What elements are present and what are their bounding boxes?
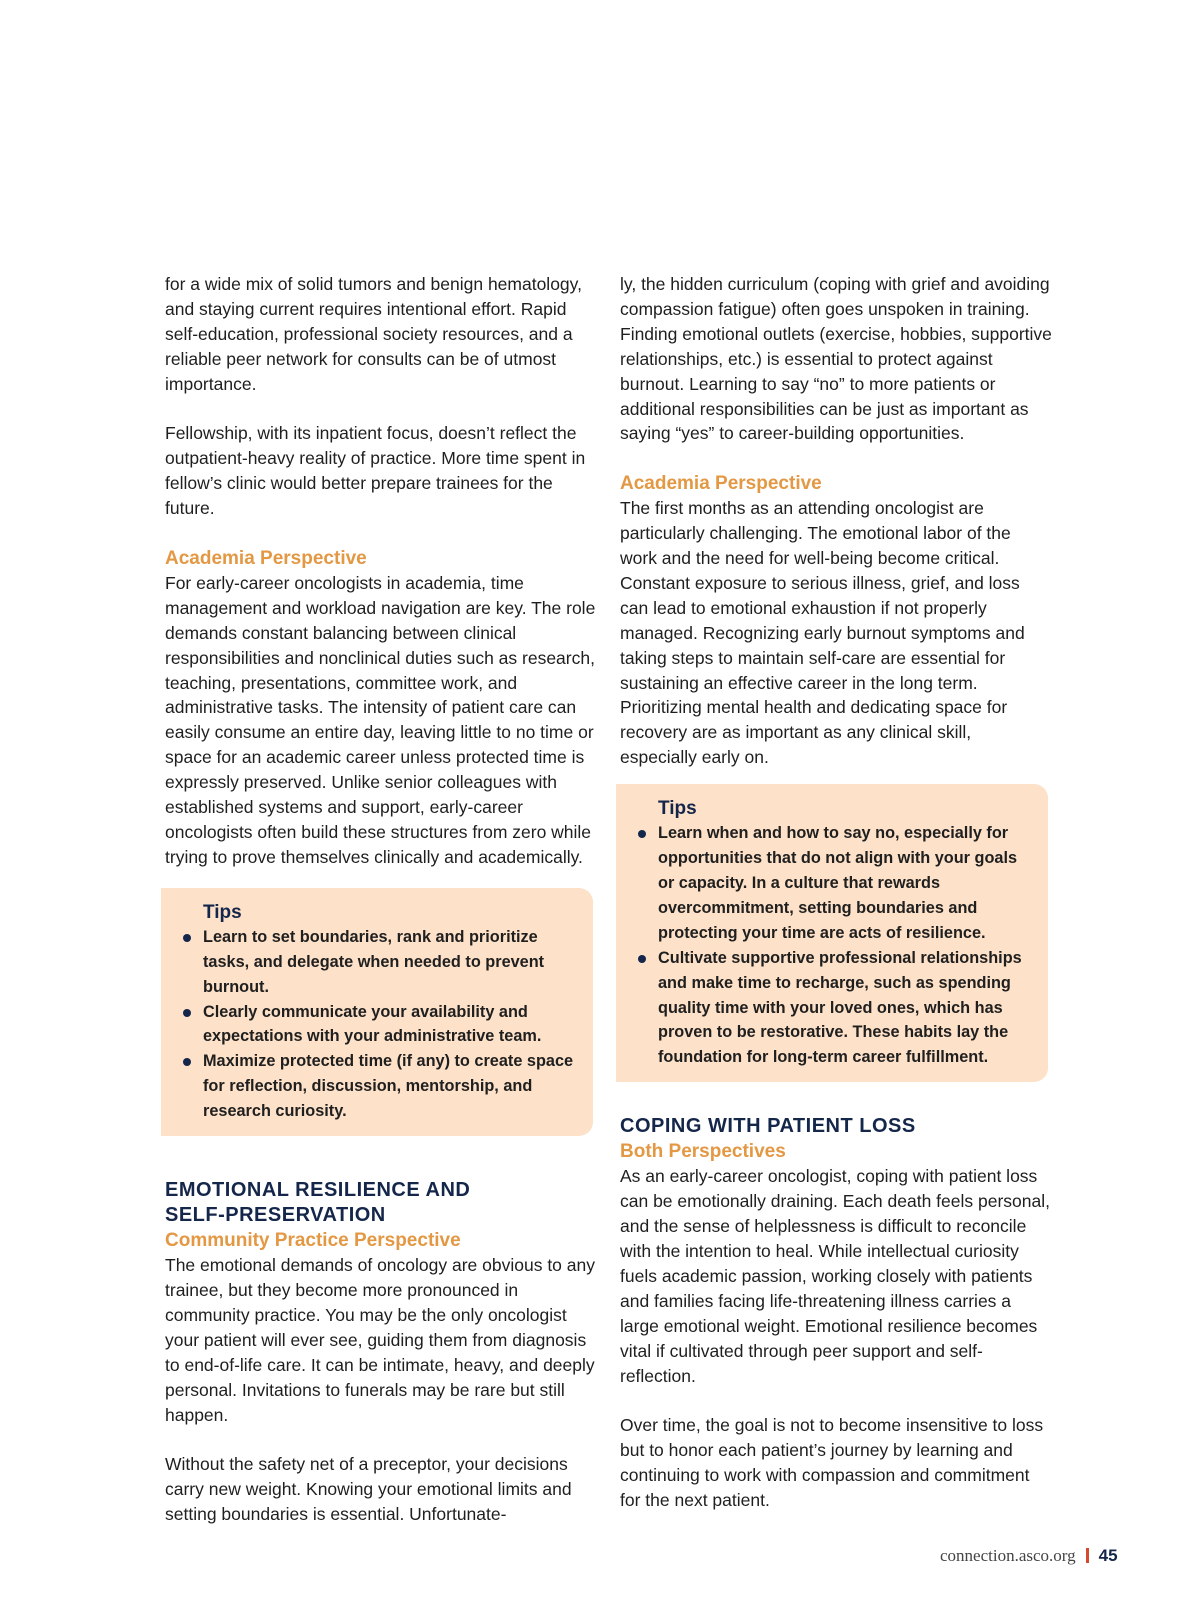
tip-item: [203, 1049, 579, 1124]
tip-item: [658, 946, 1034, 1071]
community-practice-heading: Community Practice Perspective: [165, 1230, 461, 1252]
right-column: [620, 272, 1052, 1513]
section-heading-patient-loss: COPING WITH PATIENT LOSS: [620, 1115, 916, 1138]
tips-list: [658, 821, 1034, 1070]
intro-paragraph-1: for a wide mix of solid tumors and benign hematology, and staying current requires intentional effort. Rapid self-education, professional society resources, and a reliable peer network for consults can be of utmost importance.: [165, 274, 582, 394]
tip-text: Maximize protected time (if any) to create space for reflection, discussion, mentorship, and research curiosity.: [203, 1052, 574, 1121]
bullet-icon: [638, 830, 646, 838]
both-perspectives-heading: Both Perspectives: [620, 1141, 786, 1163]
academia-perspective-heading: Academia Perspective: [165, 547, 367, 569]
academia-perspective-text-right: The first months as an attending oncologist are particularly challenging. The emotional labor of the work and the need for well-being become critical. Constant exposure to serious illness, grief, and loss can lead to emotional exhaustion if not properly managed. Recognizing early burnout symptoms and taking steps to maintain self-care are essential for sustaining an effective career in the long term. Prioritizing mental health and dedicating space for recovery are as important as any clinical skill, especially early on.: [620, 498, 1025, 768]
tips-title: Tips: [203, 901, 242, 923]
bullet-icon: [183, 1009, 191, 1017]
patient-loss-paragraph-2: Over time, the goal is not to become insensitive to loss but to honor each patient’s journey by learning and continuing to work with compassion and commitment for the next patient.: [620, 1415, 1044, 1511]
patient-loss-paragraph-1: As an early-career oncologist, coping with patient loss can be emotionally draining. Each death feels personal, and the sense of helplessness is difficult to reconcile with the intention to heal. While intellectual curiosity fuels academic passion, working closely with patients and families facing life-threatening illness carries a large emotional weight. Emotional resilience becomes vital if cultivated through peer support and self-reflection.: [620, 1166, 1050, 1386]
tip-item: [658, 821, 1034, 946]
tip-item: [203, 1000, 579, 1050]
academia-perspective-text: For early-career oncologists in academia, time management and workload navigation are key. The role demands constant balancing between clinical responsibilities and nonclinical duties such as research, teaching, presentations, committee work, and administrative tasks. The intensity of patient care can easily consume an entire day, leaving little to no time or space for an academic career unless protected time is expressly preserved. Unlike senior colleagues with established systems and support, early-career oncologists often build these structures from zero while trying to prove themselves clinically and academically.: [165, 572, 596, 867]
intro-paragraph-2: Fellowship, with its inpatient focus, doesn’t reflect the outpatient-heavy reality of practice. More time spent in fellow’s clinic would better prepare trainees for the future.: [165, 423, 586, 519]
page-footer: [940, 1546, 1118, 1566]
tips-list: [203, 925, 579, 1124]
page-number: 45: [1098, 1546, 1118, 1565]
tip-text: Cultivate supportive professional relationships and make time to recharge, such as spending quality time with your loved ones, which has proven to be restorative. These habits lay the foundation for long-term career fulfillment.: [658, 948, 1022, 1067]
bullet-icon: [183, 1058, 191, 1066]
tip-text: Learn to set boundaries, rank and prioritize tasks, and delegate when needed to prevent burnout.: [203, 927, 545, 996]
tips-box-academia-right: [616, 784, 1048, 1082]
bullet-icon: [638, 955, 646, 963]
left-column: [165, 272, 600, 1527]
continued-paragraph: ly, the hidden curriculum (coping with grief and avoiding compassion fatigue) often goes unspoken in training. Finding emotional outlets (exercise, hobbies, supportive relationships, etc.) is essential to protect against burnout. Learning to say “no” to more patients or additional responsibilities can be just as important as saying “yes” to career-building opportunities.: [620, 274, 1052, 444]
footer-divider: [1086, 1548, 1089, 1563]
footer-site: connection.asco.org: [940, 1546, 1076, 1565]
section-heading-emotional-resilience: EMOTIONAL RESILIENCE AND SELF-PRESERVATION: [165, 1179, 471, 1227]
tip-item: [203, 925, 579, 1000]
academia-perspective-heading-right: Academia Perspective: [620, 473, 822, 495]
tips-title: Tips: [658, 798, 697, 820]
bullet-icon: [183, 934, 191, 942]
tip-text: Clearly communicate your availability and expectations with your administrative team.: [203, 1002, 542, 1046]
tips-box-academia-left: [161, 888, 593, 1136]
tip-text: Learn when and how to say no, especially for opportunities that do not align with your goals or capacity. In a culture that rewards overcommitment, setting boundaries and protecting your time are acts of resilience.: [658, 824, 1018, 942]
community-paragraph-1: The emotional demands of oncology are obvious to any trainee, but they become more pronounced in community practice. You may be the only oncologist your patient will ever see, guiding them from diagnosis to end-of-life care. It can be intimate, heavy, and deeply personal. Invitations to funerals may be rare but still happen.: [165, 1255, 595, 1425]
community-paragraph-2: Without the safety net of a preceptor, your decisions carry new weight. Knowing your emotional limits and setting boundaries is essential. Unfortunate-: [165, 1454, 572, 1525]
